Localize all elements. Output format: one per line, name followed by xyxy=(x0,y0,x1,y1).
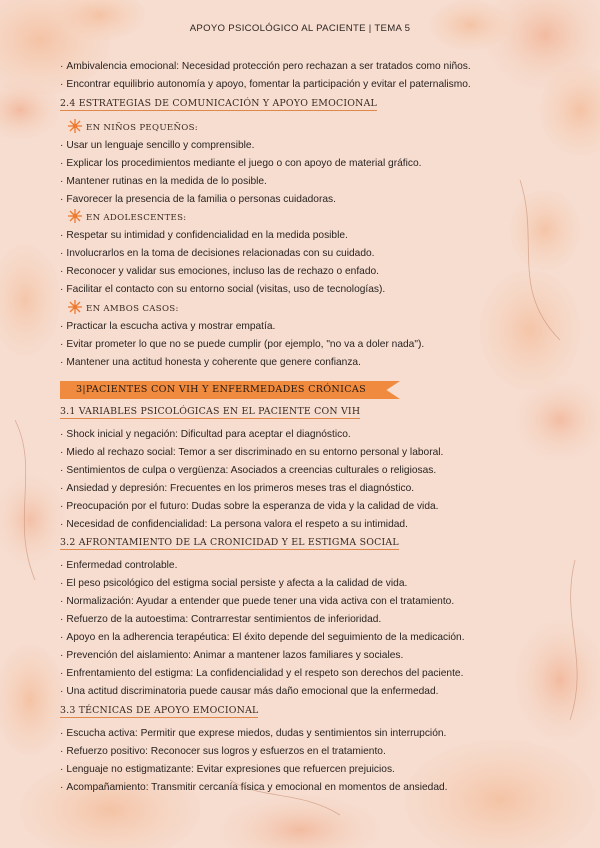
list-item: · Mantener rutinas en la medida de lo posible. xyxy=(60,173,560,191)
list-item: · Necesidad de confidencialidad: La persona valora el respeto a su intimidad. xyxy=(60,516,560,534)
list-item: · Refuerzo positivo: Reconocer sus logros y esfuerzos en el tratamiento. xyxy=(60,743,560,761)
list-item: · Refuerzo de la autoestima: Contrarrestar sentimientos de inferioridad. xyxy=(60,611,560,629)
sun-burst-icon xyxy=(68,300,82,314)
sun-burst-icon xyxy=(68,209,82,223)
list-item: · Miedo al rechazo social: Temor a ser discriminado en su entorno personal y laboral. xyxy=(60,444,560,462)
sun-burst-icon xyxy=(68,119,82,133)
section-3-2-heading xyxy=(60,534,560,552)
group-label xyxy=(60,119,560,137)
list-item: · Preocupación por el futuro: Dudas sobre la esperanza de vida y la calidad de vida. xyxy=(60,498,560,516)
list-item: · Lenguaje no estigmatizante: Evitar expresiones que refuercen prejuicios. xyxy=(60,761,560,779)
list-item: · Practicar la escucha activa y mostrar empatía. xyxy=(60,318,560,336)
list-item: · El peso psicológico del estigma social persiste y afecta a la calidad de vida. xyxy=(60,575,560,593)
list-item: · Encontrar equilibrio autonomía y apoyo, fomentar la participación y evitar el paternalismo. xyxy=(60,76,560,94)
list-item: · Una actitud discriminatoria puede causar más daño emocional que la enfermedad. xyxy=(60,683,560,701)
section-3-2-list xyxy=(60,557,560,701)
list-item: · Involucrarlos en la toma de decisiones relacionadas con su cuidado. xyxy=(60,245,560,263)
list-item: · Ambivalencia emocional: Necesidad protección pero rechazan a ser tratados como niños. xyxy=(60,58,560,76)
list-item: · Favorecer la presencia de la familia o personas cuidadoras. xyxy=(60,191,560,209)
list-item: · Apoyo en la adherencia terapéutica: El éxito depende del seguimiento de la medicación. xyxy=(60,629,560,647)
section-3-3-heading xyxy=(60,702,560,720)
group-label-text: EN NIÑOS PEQUEÑOS: xyxy=(86,123,198,133)
list-item: · Escucha activa: Permitir que exprese miedos, dudas y sentimientos sin interrupción. xyxy=(60,725,560,743)
list-item: · Ansiedad y depresión: Frecuentes en los primeros meses tras el diagnóstico. xyxy=(60,480,560,498)
page-title: APOYO PSICOLÓGICO AL PACIENTE | TEMA 5 xyxy=(189,23,411,34)
section-2-4-heading xyxy=(60,95,560,113)
section-3-1-heading xyxy=(60,403,560,421)
list-item: · Enfrentamiento del estigma: La confidencialidad y el respeto son derechos del paciente. xyxy=(60,665,560,683)
list-item: · Shock inicial y negación: Dificultad para aceptar el diagnóstico. xyxy=(60,426,560,444)
list-item: · Enfermedad controlable. xyxy=(60,557,560,575)
section-2-4-heading-text: 2.4 ESTRATEGIAS DE COMUNICACIÓN Y APOYO EMOCIONAL xyxy=(60,98,377,109)
group-ninos-pequenos xyxy=(60,119,560,209)
list-item: · Facilitar el contacto con su entorno social (visitas, uso de tecnologías). xyxy=(60,281,560,299)
section-3-banner-text: 3|PACIENTES CON VIH Y ENFERMEDADES CRÓNICAS xyxy=(76,384,366,395)
section-3-2-heading-text: 3.2 AFRONTAMIENTO DE LA CRONICIDAD Y EL ESTIGMA SOCIAL xyxy=(60,537,399,548)
section-3-3-heading-text: 3.3 TÉCNICAS DE APOYO EMOCIONAL xyxy=(60,705,259,716)
list-item: · Normalización: Ayudar a entender que puede tener una vida activa con el tratamiento. xyxy=(60,593,560,611)
group-label-text: EN AMBOS CASOS: xyxy=(86,304,179,314)
list-item: · Evitar prometer lo que no se puede cumplir (por ejemplo, "no va a doler nada"). xyxy=(60,336,560,354)
list-item: · Explicar los procedimientos mediante el juego o con apoyo de material gráfico. xyxy=(60,155,560,173)
group-label xyxy=(60,300,560,318)
list-item: · Mantener una actitud honesta y coherente que genere confianza. xyxy=(60,354,560,372)
section-3-1-list xyxy=(60,426,560,534)
group-label-text: EN ADOLESCENTES: xyxy=(86,213,187,223)
group-label xyxy=(60,209,560,227)
list-item: · Acompañamiento: Transmitir cercanía física y emocional en momentos de ansiedad. xyxy=(60,779,560,797)
section-3-3-list xyxy=(60,725,560,797)
list-item: · Prevención del aislamiento: Animar a mantener lazos familiares y sociales. xyxy=(60,647,560,665)
section-3-1-heading-text: 3.1 VARIABLES PSICOLÓGICAS EN EL PACIENTE CON VIH xyxy=(60,406,361,417)
list-item: · Usar un lenguaje sencillo y comprensible. xyxy=(60,137,560,155)
list-item: · Respetar su intimidad y confidencialidad en la medida posible. xyxy=(60,227,560,245)
top-bullet-list xyxy=(60,58,560,94)
group-adolescentes xyxy=(60,209,560,299)
list-item: · Reconocer y validar sus emociones, incluso las de rechazo o enfado. xyxy=(60,263,560,281)
group-ambos-casos xyxy=(60,300,560,372)
list-item: · Sentimientos de culpa o vergüenza: Asociados a creencias culturales o religiosas. xyxy=(60,462,560,480)
